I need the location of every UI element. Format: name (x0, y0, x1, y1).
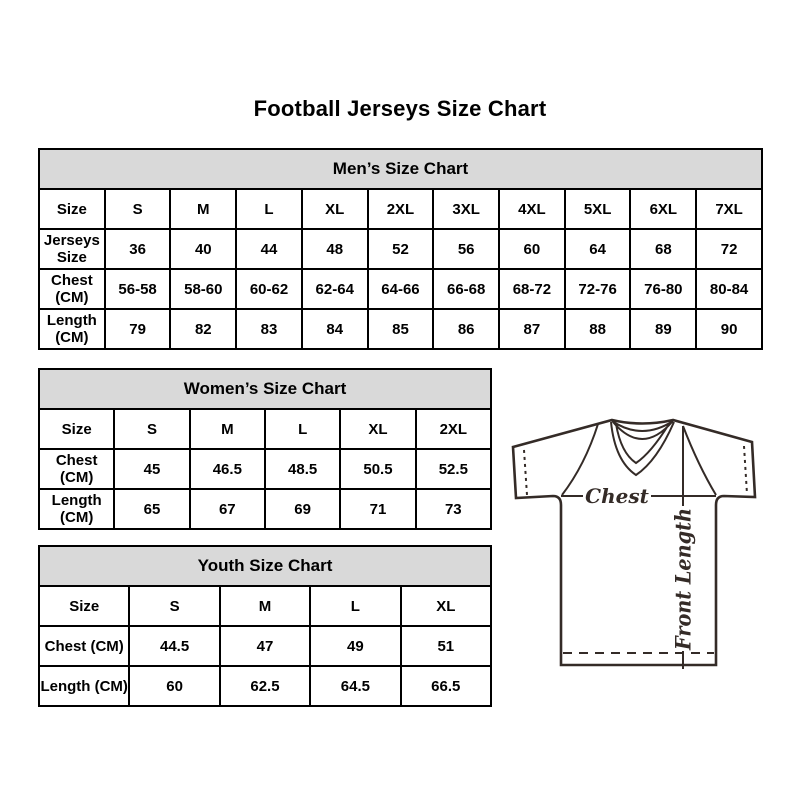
value-cell: S (129, 586, 219, 626)
value-cell: L (265, 409, 340, 449)
value-cell: 44 (236, 229, 302, 269)
value-cell: 52.5 (416, 449, 491, 489)
value-cell: 58-60 (170, 269, 236, 309)
jersey-outline-path (513, 420, 755, 665)
value-cell: 6XL (630, 189, 696, 229)
value-cell: M (190, 409, 265, 449)
size-table (38, 148, 763, 350)
row-label-cell: Jerseys Size (39, 229, 105, 269)
table-row (39, 409, 491, 449)
value-cell: 40 (170, 229, 236, 269)
jersey-measurement-diagram (505, 403, 775, 673)
value-cell: XL (302, 189, 368, 229)
row-label-cell: Chest (CM) (39, 626, 129, 666)
value-cell: 85 (368, 309, 434, 349)
value-cell: 44.5 (129, 626, 219, 666)
value-cell: 67 (190, 489, 265, 529)
value-cell: 68-72 (499, 269, 565, 309)
value-cell: 84 (302, 309, 368, 349)
value-cell: 4XL (499, 189, 565, 229)
youth-size-chart-table (38, 545, 492, 707)
value-cell: 62.5 (220, 666, 310, 706)
table-row (39, 269, 762, 309)
table-row (39, 489, 491, 529)
value-cell: 56 (433, 229, 499, 269)
value-cell: 60 (499, 229, 565, 269)
value-cell: M (170, 189, 236, 229)
row-label-cell: Chest (CM) (39, 269, 105, 309)
value-cell: 64.5 (310, 666, 400, 706)
value-cell: 83 (236, 309, 302, 349)
value-cell: L (310, 586, 400, 626)
value-cell: 56-58 (105, 269, 171, 309)
value-cell: 66-68 (433, 269, 499, 309)
collar-band-lines (611, 421, 674, 475)
front-length-label: Front Length (670, 495, 696, 650)
value-cell: 87 (499, 309, 565, 349)
value-cell: 72-76 (565, 269, 631, 309)
table-row (39, 586, 491, 626)
page-title: Football Jerseys Size Chart (253, 96, 547, 121)
value-cell: 71 (340, 489, 415, 529)
value-cell: 66.5 (401, 666, 491, 706)
row-label-cell: Chest (CM) (39, 449, 114, 489)
table-title: Youth Size Chart (39, 546, 491, 586)
row-label-cell: Size (39, 409, 114, 449)
row-label-cell: Length (CM) (39, 489, 114, 529)
value-cell: 80-84 (696, 269, 762, 309)
value-cell: 72 (696, 229, 762, 269)
left-cuff-dashed-line (524, 450, 527, 495)
value-cell: 64-66 (368, 269, 434, 309)
table-row (39, 309, 762, 349)
table-row (39, 449, 491, 489)
value-cell: 46.5 (190, 449, 265, 489)
value-cell: 69 (265, 489, 340, 529)
value-cell: 45 (114, 449, 189, 489)
table-title: Women’s Size Chart (39, 369, 491, 409)
table-title: Men’s Size Chart (39, 149, 762, 189)
table-row (39, 229, 762, 269)
value-cell: 52 (368, 229, 434, 269)
value-cell: 60-62 (236, 269, 302, 309)
value-cell: 2XL (416, 409, 491, 449)
value-cell: 73 (416, 489, 491, 529)
value-cell: 89 (630, 309, 696, 349)
value-cell: 68 (630, 229, 696, 269)
table-row (39, 626, 491, 666)
value-cell: M (220, 586, 310, 626)
value-cell: S (114, 409, 189, 449)
value-cell: 3XL (433, 189, 499, 229)
table-row (39, 666, 491, 706)
table-row (39, 189, 762, 229)
value-cell: 65 (114, 489, 189, 529)
value-cell: XL (401, 586, 491, 626)
value-cell: 86 (433, 309, 499, 349)
womens-size-chart-table (38, 368, 492, 530)
value-cell: 7XL (696, 189, 762, 229)
value-cell: 48 (302, 229, 368, 269)
right-cuff-dashed-line (744, 446, 747, 494)
value-cell: 47 (220, 626, 310, 666)
value-cell: 64 (565, 229, 631, 269)
value-cell: 90 (696, 309, 762, 349)
value-cell: 50.5 (340, 449, 415, 489)
chest-label: Chest (585, 484, 649, 508)
value-cell: 62-64 (302, 269, 368, 309)
value-cell: 88 (565, 309, 631, 349)
value-cell: 49 (310, 626, 400, 666)
value-cell: 79 (105, 309, 171, 349)
value-cell: 51 (401, 626, 491, 666)
value-cell: 76-80 (630, 269, 696, 309)
size-table (38, 545, 492, 707)
mens-size-chart-table (38, 148, 763, 350)
value-cell: 60 (129, 666, 219, 706)
value-cell: 82 (170, 309, 236, 349)
value-cell: XL (340, 409, 415, 449)
value-cell: 2XL (368, 189, 434, 229)
value-cell: 5XL (565, 189, 631, 229)
row-label-cell: Size (39, 189, 105, 229)
value-cell: 48.5 (265, 449, 340, 489)
size-table (38, 368, 492, 530)
row-label-cell: Length (CM) (39, 309, 105, 349)
value-cell: L (236, 189, 302, 229)
row-label-cell: Size (39, 586, 129, 626)
row-label-cell: Length (CM) (39, 666, 129, 706)
value-cell: 36 (105, 229, 171, 269)
right-armhole-seam (683, 426, 716, 495)
value-cell: S (105, 189, 171, 229)
